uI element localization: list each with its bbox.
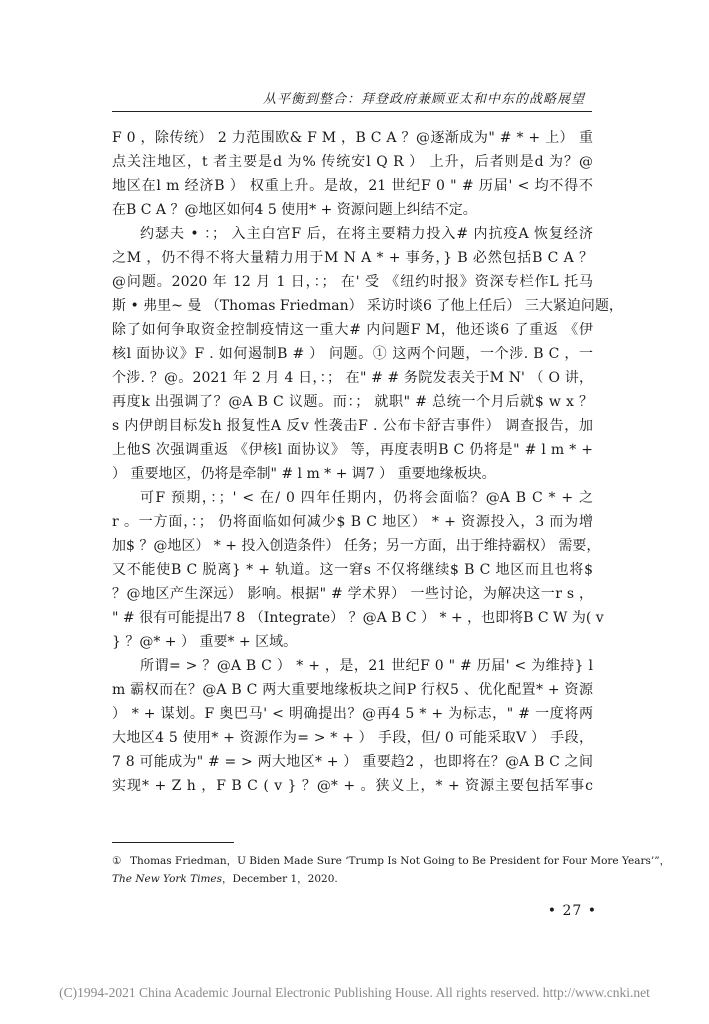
- text-line: s 内伊朗目标发h 报复性A 反v 性袭击F . 公布卡舒吉事件） 调查报告，加: [112, 418, 593, 434]
- copyright-link[interactable]: (C)1994-2021 China Academic Journal Electronic Publishing House. All rights reserved. http://www.cnki.net: [59, 985, 650, 1000]
- footnote: [112, 852, 671, 888]
- text-line: 可F 预期，：；' < 在/ 0 四年任期内，仍将会面临？@A B C * + 之: [140, 490, 593, 506]
- text-line: 在B C A ？@地区如何4 5 使用* + 资源问题上纠结不定。: [112, 202, 477, 218]
- header-rule: [112, 111, 592, 112]
- text-line: 地区在l m 经济B ） 权重上升。是故，21 世纪F 0 " # 历届' < 均不得不: [112, 178, 593, 194]
- text-line: 所谓= > ？@A B C ） * + ，是，21 世纪F 0 " # 历届' < 为维持} l: [140, 658, 593, 674]
- text-line: 又不能使B C 脱离} * + 轨道。这一窘s 不仅将继续$ B C 地区而且也将$: [112, 562, 593, 578]
- footnote-marker: ①: [112, 855, 122, 867]
- page-number: • 27 •: [547, 903, 597, 919]
- paragraph: [112, 486, 604, 654]
- text-line: 加$ ？@地区） * + 投入创造条件） 任务；另一方面，出于维持霸权） 需要，: [112, 538, 601, 554]
- text-line: 实现* + Z h ，F B C ( v } ？@* + 。狭义上，* + 资源主要包括军事c: [112, 778, 593, 794]
- text-line: " # 很有可能提出7 8 （Integrate） ？@A B C ） * + ，也即将B C W 为( v: [112, 610, 604, 626]
- text-line: ） * + 谋划。F 奥巴马' < 明确提出？@再4 5 * + 为标志，" # 一度将两: [112, 706, 593, 722]
- text-line: 约瑟夫 • ：； 入主白宫F 后，在将主要精力投入# 内抗疫A 恢复经济: [140, 226, 593, 242]
- text-line: 大地区4 5 使用* + 资源作为= > * + ） 手段，但/ 0 可能采取V ） 手段，: [112, 730, 593, 746]
- text-line: 除了如何争取资金控制疫情这一重大# 内问题F M，他还谈6 了重返 《伊: [112, 322, 593, 338]
- text-line: 上他S 次强调重返 《伊核l 面协议》 等，再度表明B C 仍将是" # l m * +: [112, 442, 593, 458]
- text-line: m 霸权而在？@A B C 两大重要地缘板块之间P 行权5 、优化配置* + 资源: [112, 682, 593, 698]
- text-line: 再度k 出强调了？@A B C 议题。而：； 就职" # 总统一个月后就$ w x ？: [112, 394, 593, 410]
- footnote-rule: [112, 842, 234, 843]
- footnote-source: The New York Times: [112, 873, 223, 885]
- paragraph: [112, 222, 623, 486]
- footnote-date: ，December 1，2020.: [222, 873, 338, 885]
- running-header: 从平衡到整合：拜登政府兼顾亚太和中东的战略展望: [262, 92, 585, 107]
- text-line: 7 8 可能成为" # = > 两大地区* + ） 重要趋2 ，也即将在？@A B C 之间: [112, 754, 593, 770]
- text-line: 核l 面协议》F . 如何遏制B # ） 问题。① 这两个问题，一个涉. B C ，一: [112, 346, 593, 362]
- text-line: 斯 • 弗里~ 曼 （Thomas Friedman） 采访时谈6 了他上任后） 三大紧迫问题，: [112, 298, 623, 314]
- text-line: @问题。2020 年 12 月 1 日，：； 在' 受 《纽约时报》资深专栏作L 托马: [112, 274, 593, 290]
- article-body: [112, 126, 623, 798]
- text-line: 之M ，仍不得不将大量精力用于M N A * + 事务，} B 必然包括B C A ？: [112, 250, 593, 266]
- text-line: ） 重要地区，仍将是牵制" # l m * + 调7 ） 重要地缘板块。: [112, 466, 496, 482]
- text-line: F 0 ，除传统） 2 力范围欧& F M ，B C A ？@逐渐成为" # * + 上） 重: [112, 130, 593, 146]
- text-line: 点关注地区，t 者主要是d 为% 传统安l Q R ） 上升，后者则是d 为？@: [112, 154, 593, 170]
- text-line: } ？@* + ） 重要* + 区域。: [112, 634, 298, 650]
- paragraph: [112, 654, 593, 798]
- footnote-text: Thomas Friedman，U Biden Made Sure ‘Trump Is Not Going to Be President for Four More Years’”，: [130, 855, 671, 867]
- text-line: 个涉. ？@。2021 年 2 月 4 日，：； 在" # # 务院发表关于M N' （ O 讲，: [112, 370, 593, 386]
- text-line: r 。一方面，：； 仍将面临如何减少$ B C 地区） * + 资源投入，3 而为增: [112, 514, 593, 530]
- text-line: ？@地区产生深远） 影响。根据" # 学术界） 一些讨论，为解决这一r s ，: [112, 586, 593, 602]
- footnote-line: [112, 852, 671, 870]
- paragraph: [112, 126, 593, 222]
- footnote-line: [112, 870, 590, 888]
